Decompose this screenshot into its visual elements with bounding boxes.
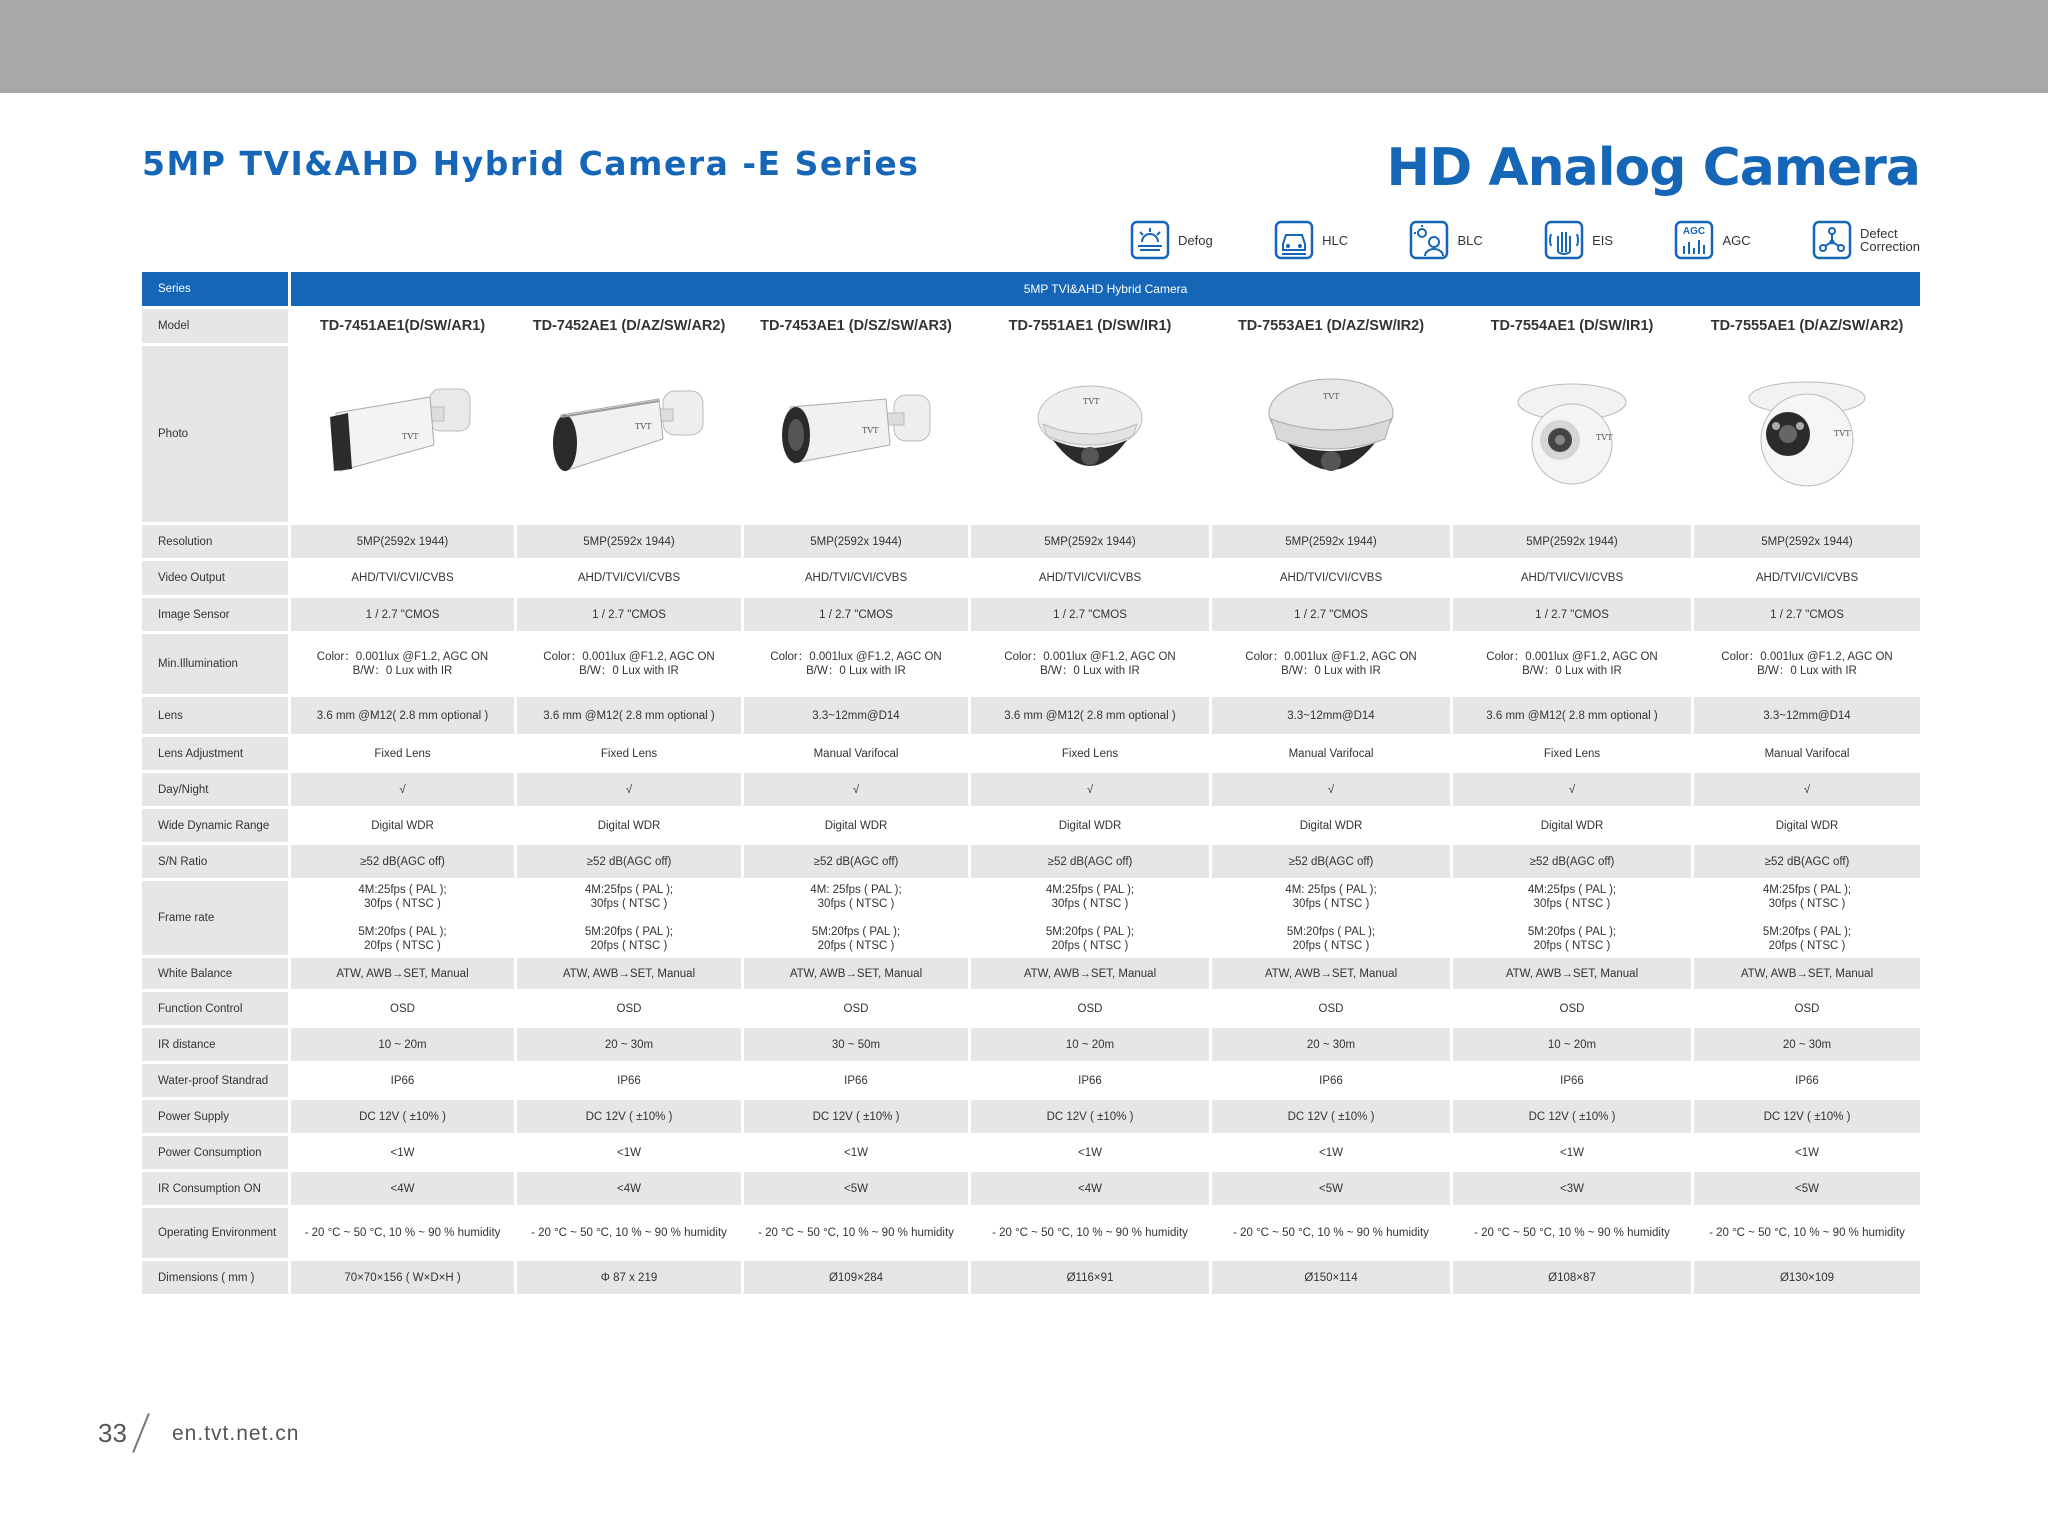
table-cell: IP66 xyxy=(1694,1064,1920,1097)
table-cell: DC 12V ( ±10% ) xyxy=(1212,1100,1450,1133)
table-cell: DC 12V ( ±10% ) xyxy=(517,1100,741,1133)
table-cell: ATW, AWB→SET, Manual xyxy=(1453,958,1691,989)
table-cell: OSD xyxy=(1694,992,1920,1025)
table-cell: ATW, AWB→SET, Manual xyxy=(1212,958,1450,989)
table-cell: √ xyxy=(291,773,514,806)
table-cell: Digital WDR xyxy=(1212,809,1450,842)
table-cell: DC 12V ( ±10% ) xyxy=(971,1100,1209,1133)
turret-camera-image xyxy=(1742,374,1872,494)
feature-agc xyxy=(1674,218,1750,262)
table-cell: √ xyxy=(1694,773,1920,806)
turret-camera-image xyxy=(1512,374,1632,494)
feature-label: Defect Correction xyxy=(1860,226,1920,254)
table-cell: <5W xyxy=(1694,1172,1920,1205)
feature-defog xyxy=(1130,218,1213,262)
table-cell: ATW, AWB→SET, Manual xyxy=(291,958,514,989)
row-label: Series xyxy=(142,272,288,306)
table-cell: ≥52 dB(AGC off) xyxy=(971,845,1209,878)
table-cell: 1 / 2.7 "CMOS xyxy=(1453,598,1691,631)
table-cell: <1W xyxy=(517,1136,741,1169)
table-cell: - 20 °C ~ 50 °C, 10 % ~ 90 % humidity xyxy=(291,1208,514,1258)
table-cell: AHD/TVI/CVI/CVBS xyxy=(971,561,1209,595)
svg-text:TVT: TVT xyxy=(1596,433,1613,442)
table-cell: ATW, AWB→SET, Manual xyxy=(971,958,1209,989)
defect-correction-icon xyxy=(1812,220,1852,260)
table-cell: OSD xyxy=(744,992,968,1025)
table-cell: 4M:25fps ( PAL ); 30fps ( NTSC ) 5M:20fps ( PAL ); 20fps ( NTSC ) xyxy=(291,881,514,955)
table-cell: ≥52 dB(AGC off) xyxy=(1453,845,1691,878)
camera-photo xyxy=(971,346,1209,522)
model-name: TD-7554AE1 (D/SW/IR1) xyxy=(1453,309,1691,343)
table-cell: ATW, AWB→SET, Manual xyxy=(744,958,968,989)
row-label: Water-proof Standrad xyxy=(142,1064,288,1097)
table-cell: Fixed Lens xyxy=(291,737,514,770)
agc-icon xyxy=(1674,220,1714,260)
table-cell: 10 ~ 20m xyxy=(971,1028,1209,1061)
table-cell: 3.3~12mm@D14 xyxy=(1212,697,1450,734)
table-row xyxy=(142,1261,1920,1294)
row-label: Power Supply xyxy=(142,1100,288,1133)
table-cell: Digital WDR xyxy=(1694,809,1920,842)
table-cell: 4M:25fps ( PAL ); 30fps ( NTSC ) 5M:20fps ( PAL ); 20fps ( NTSC ) xyxy=(517,881,741,955)
table-cell: <4W xyxy=(971,1172,1209,1205)
series-value: 5MP TVI&AHD Hybrid Camera xyxy=(291,272,1920,306)
feature-label: HLC xyxy=(1322,232,1349,248)
table-cell: 4M: 25fps ( PAL ); 30fps ( NTSC ) 5M:20fps ( PAL ); 20fps ( NTSC ) xyxy=(744,881,968,955)
table-cell: √ xyxy=(744,773,968,806)
table-row xyxy=(142,1136,1920,1169)
table-cell: OSD xyxy=(1453,992,1691,1025)
table-cell: Digital WDR xyxy=(517,809,741,842)
table-cell: Manual Varifocal xyxy=(1694,737,1920,770)
page-number: 33 xyxy=(98,1418,127,1448)
svg-text:TVT: TVT xyxy=(1323,392,1340,401)
table-cell: 1 / 2.7 "CMOS xyxy=(1212,598,1450,631)
table-cell: OSD xyxy=(971,992,1209,1025)
table-cell: Color：0.001lux @F1.2, AGC ON B/W：0 Lux with IR xyxy=(971,634,1209,694)
table-cell: Color：0.001lux @F1.2, AGC ON B/W：0 Lux with IR xyxy=(744,634,968,694)
table-cell: IP66 xyxy=(744,1064,968,1097)
table-cell: <1W xyxy=(291,1136,514,1169)
blc-icon xyxy=(1409,220,1449,260)
table-cell: Digital WDR xyxy=(971,809,1209,842)
agc-badge-text: AGC xyxy=(1683,226,1706,237)
table-cell: ≥52 dB(AGC off) xyxy=(1694,845,1920,878)
table-cell: - 20 °C ~ 50 °C, 10 % ~ 90 % humidity xyxy=(971,1208,1209,1258)
table-cell: 5MP(2592x 1944) xyxy=(1453,525,1691,558)
table-cell: Color：0.001lux @F1.2, AGC ON B/W：0 Lux with IR xyxy=(517,634,741,694)
hlc-icon xyxy=(1274,220,1314,260)
table-cell: 1 / 2.7 "CMOS xyxy=(291,598,514,631)
table-cell: IP66 xyxy=(1212,1064,1450,1097)
table-cell: ATW, AWB→SET, Manual xyxy=(1694,958,1920,989)
feature-defect-correction xyxy=(1812,218,1920,262)
feature-label: EIS xyxy=(1592,232,1614,248)
table-cell: <4W xyxy=(291,1172,514,1205)
table-cell: Manual Varifocal xyxy=(744,737,968,770)
table-cell: 5MP(2592x 1944) xyxy=(744,525,968,558)
table-row xyxy=(142,845,1920,878)
row-label: Dimensions ( mm ) xyxy=(142,1261,288,1294)
feature-label: Defog xyxy=(1178,232,1213,248)
row-label: Wide Dynamic Range xyxy=(142,809,288,842)
spec-table xyxy=(142,272,1920,1297)
table-cell: <1W xyxy=(1694,1136,1920,1169)
row-label: Video Output xyxy=(142,561,288,595)
table-cell: Digital WDR xyxy=(744,809,968,842)
table-cell: 4M:25fps ( PAL ); 30fps ( NTSC ) 5M:20fps ( PAL ); 20fps ( NTSC ) xyxy=(1694,881,1920,955)
svg-text:TVT: TVT xyxy=(401,432,418,441)
table-row xyxy=(142,634,1920,694)
feature-icon-bar xyxy=(1130,218,1920,262)
svg-text:TVT: TVT xyxy=(1834,429,1851,438)
table-cell: 3.3~12mm@D14 xyxy=(1694,697,1920,734)
table-row xyxy=(142,881,1920,955)
footer-url: en.tvt.net.cn xyxy=(172,1422,300,1445)
table-cell: √ xyxy=(1212,773,1450,806)
page-title: HD Analog Camera xyxy=(1386,138,1920,198)
model-name: TD-7553AE1 (D/AZ/SW/IR2) xyxy=(1212,309,1450,343)
camera-photo xyxy=(1694,346,1920,522)
table-cell: <1W xyxy=(1212,1136,1450,1169)
table-cell: IP66 xyxy=(517,1064,741,1097)
row-label: Image Sensor xyxy=(142,598,288,631)
table-cell: AHD/TVI/CVI/CVBS xyxy=(744,561,968,595)
table-cell: AHD/TVI/CVI/CVBS xyxy=(1453,561,1691,595)
table-row xyxy=(142,1028,1920,1061)
row-label: Lens xyxy=(142,697,288,734)
table-cell: √ xyxy=(517,773,741,806)
row-label: White Balance xyxy=(142,958,288,989)
table-row-photo xyxy=(142,346,1920,522)
row-label: IR Consumption ON xyxy=(142,1172,288,1205)
table-cell: ≥52 dB(AGC off) xyxy=(517,845,741,878)
page-subtitle: 5MP TVI&AHD Hybrid Camera -E Series xyxy=(142,144,920,183)
table-cell: 3.6 mm @M12( 2.8 mm optional ) xyxy=(1453,697,1691,734)
table-cell: IP66 xyxy=(1453,1064,1691,1097)
table-cell: <5W xyxy=(744,1172,968,1205)
table-cell: 30 ~ 50m xyxy=(744,1028,968,1061)
table-cell: 70×70×156 ( W×D×H ) xyxy=(291,1261,514,1294)
table-cell: - 20 °C ~ 50 °C, 10 % ~ 90 % humidity xyxy=(744,1208,968,1258)
dome-camera-image xyxy=(1025,374,1155,494)
dome-camera-image xyxy=(1261,369,1401,499)
table-cell: DC 12V ( ±10% ) xyxy=(291,1100,514,1133)
table-cell: 1 / 2.7 "CMOS xyxy=(1694,598,1920,631)
table-cell: 3.3~12mm@D14 xyxy=(744,697,968,734)
table-cell: 3.6 mm @M12( 2.8 mm optional ) xyxy=(971,697,1209,734)
table-cell: 10 ~ 20m xyxy=(291,1028,514,1061)
svg-text:TVT: TVT xyxy=(862,426,879,435)
table-cell: Manual Varifocal xyxy=(1212,737,1450,770)
table-cell: Digital WDR xyxy=(1453,809,1691,842)
row-label: Lens Adjustment xyxy=(142,737,288,770)
feature-eis xyxy=(1544,218,1613,262)
camera-photo xyxy=(1212,346,1450,522)
table-cell: Fixed Lens xyxy=(517,737,741,770)
table-cell: <1W xyxy=(744,1136,968,1169)
table-cell: Ø150×114 xyxy=(1212,1261,1450,1294)
row-label: Function Control xyxy=(142,992,288,1025)
table-cell: 4M:25fps ( PAL ); 30fps ( NTSC ) 5M:20fps ( PAL ); 20fps ( NTSC ) xyxy=(1453,881,1691,955)
table-cell: - 20 °C ~ 50 °C, 10 % ~ 90 % humidity xyxy=(1694,1208,1920,1258)
row-label: Power Consumption xyxy=(142,1136,288,1169)
model-name: TD-7551AE1 (D/SW/IR1) xyxy=(971,309,1209,343)
table-row xyxy=(142,525,1920,558)
table-cell: 20 ~ 30m xyxy=(1212,1028,1450,1061)
feature-hlc xyxy=(1274,218,1348,262)
table-cell: 1 / 2.7 "CMOS xyxy=(517,598,741,631)
footer-divider xyxy=(132,1413,150,1453)
table-row xyxy=(142,958,1920,989)
table-row xyxy=(142,1172,1920,1205)
table-row xyxy=(142,809,1920,842)
table-cell: <5W xyxy=(1212,1172,1450,1205)
table-row xyxy=(142,598,1920,631)
table-row xyxy=(142,737,1920,770)
eis-icon xyxy=(1544,220,1584,260)
table-cell: 5MP(2592x 1944) xyxy=(291,525,514,558)
top-banner xyxy=(0,0,2048,93)
table-cell: <3W xyxy=(1453,1172,1691,1205)
table-cell: Φ 87 x 219 xyxy=(517,1261,741,1294)
table-row xyxy=(142,992,1920,1025)
table-cell: ATW, AWB→SET, Manual xyxy=(517,958,741,989)
table-cell: - 20 °C ~ 50 °C, 10 % ~ 90 % humidity xyxy=(1212,1208,1450,1258)
table-cell: Color：0.001lux @F1.2, AGC ON B/W：0 Lux with IR xyxy=(1212,634,1450,694)
table-cell: Color：0.001lux @F1.2, AGC ON B/W：0 Lux with IR xyxy=(1453,634,1691,694)
table-cell: 1 / 2.7 "CMOS xyxy=(971,598,1209,631)
table-cell: ≥52 dB(AGC off) xyxy=(1212,845,1450,878)
row-label: IR distance xyxy=(142,1028,288,1061)
table-cell: <1W xyxy=(971,1136,1209,1169)
table-cell: DC 12V ( ±10% ) xyxy=(1453,1100,1691,1133)
table-row xyxy=(142,773,1920,806)
table-cell: IP66 xyxy=(291,1064,514,1097)
table-cell: AHD/TVI/CVI/CVBS xyxy=(291,561,514,595)
table-cell: Ø130×109 xyxy=(1694,1261,1920,1294)
table-cell: √ xyxy=(971,773,1209,806)
defog-icon xyxy=(1130,220,1170,260)
table-row xyxy=(142,1208,1920,1258)
table-cell: Ø108×87 xyxy=(1453,1261,1691,1294)
feature-blc xyxy=(1409,218,1482,262)
model-name: TD-7555AE1 (D/AZ/SW/AR2) xyxy=(1694,309,1920,343)
row-label: Day/Night xyxy=(142,773,288,806)
table-cell: IP66 xyxy=(971,1064,1209,1097)
bullet-camera-image xyxy=(766,379,946,489)
model-name: TD-7451AE1(D/SW/AR1) xyxy=(291,309,514,343)
row-label: Resolution xyxy=(142,525,288,558)
table-cell: 10 ~ 20m xyxy=(1453,1028,1691,1061)
table-row-series xyxy=(142,272,1920,306)
table-cell: 3.6 mm @M12( 2.8 mm optional ) xyxy=(291,697,514,734)
table-cell: - 20 °C ~ 50 °C, 10 % ~ 90 % humidity xyxy=(517,1208,741,1258)
camera-photo xyxy=(1453,346,1691,522)
table-row xyxy=(142,1100,1920,1133)
table-row xyxy=(142,697,1920,734)
table-cell: <4W xyxy=(517,1172,741,1205)
table-cell: Fixed Lens xyxy=(971,737,1209,770)
table-cell: 1 / 2.7 "CMOS xyxy=(744,598,968,631)
camera-photo xyxy=(291,346,514,522)
table-row xyxy=(142,561,1920,595)
row-label: Photo xyxy=(142,346,288,522)
table-cell: <1W xyxy=(1453,1136,1691,1169)
table-cell: AHD/TVI/CVI/CVBS xyxy=(1212,561,1450,595)
table-cell: 5MP(2592x 1944) xyxy=(1212,525,1450,558)
table-cell: Color：0.001lux @F1.2, AGC ON B/W：0 Lux with IR xyxy=(291,634,514,694)
table-cell: √ xyxy=(1453,773,1691,806)
table-cell: 5MP(2592x 1944) xyxy=(971,525,1209,558)
camera-photo xyxy=(744,346,968,522)
row-label: Min.Illumination xyxy=(142,634,288,694)
table-cell: 20 ~ 30m xyxy=(1694,1028,1920,1061)
feature-label: BLC xyxy=(1457,232,1483,248)
table-cell: DC 12V ( ±10% ) xyxy=(744,1100,968,1133)
table-row-model xyxy=(142,309,1920,343)
table-cell: Digital WDR xyxy=(291,809,514,842)
table-cell: ≥52 dB(AGC off) xyxy=(744,845,968,878)
table-cell: OSD xyxy=(517,992,741,1025)
table-cell: 5MP(2592x 1944) xyxy=(517,525,741,558)
table-cell: - 20 °C ~ 50 °C, 10 % ~ 90 % humidity xyxy=(1453,1208,1691,1258)
svg-text:TVT: TVT xyxy=(635,422,652,431)
table-cell: Ø109×284 xyxy=(744,1261,968,1294)
svg-text:TVT: TVT xyxy=(1083,397,1100,406)
table-cell: 3.6 mm @M12( 2.8 mm optional ) xyxy=(517,697,741,734)
table-cell: DC 12V ( ±10% ) xyxy=(1694,1100,1920,1133)
row-label: S/N Ratio xyxy=(142,845,288,878)
spec-rows xyxy=(142,525,1920,1294)
table-cell: AHD/TVI/CVI/CVBS xyxy=(517,561,741,595)
table-cell: Ø116×91 xyxy=(971,1261,1209,1294)
table-cell: ≥52 dB(AGC off) xyxy=(291,845,514,878)
table-cell: 4M:25fps ( PAL ); 30fps ( NTSC ) 5M:20fps ( PAL ); 20fps ( NTSC ) xyxy=(971,881,1209,955)
bullet-camera-image xyxy=(318,379,488,489)
table-cell: OSD xyxy=(291,992,514,1025)
table-row xyxy=(142,1064,1920,1097)
row-label: Operating Environment xyxy=(142,1208,288,1258)
model-name: TD-7452AE1 (D/AZ/SW/AR2) xyxy=(517,309,741,343)
model-name: TD-7453AE1 (D/SZ/SW/AR3) xyxy=(744,309,968,343)
table-cell: 20 ~ 30m xyxy=(517,1028,741,1061)
camera-photo xyxy=(517,346,741,522)
table-cell: Fixed Lens xyxy=(1453,737,1691,770)
table-cell: AHD/TVI/CVI/CVBS xyxy=(1694,561,1920,595)
feature-label: AGC xyxy=(1722,232,1751,248)
table-cell: OSD xyxy=(1212,992,1450,1025)
bullet-camera-image xyxy=(539,379,719,489)
row-label: Frame rate xyxy=(142,881,288,955)
table-cell: 4M: 25fps ( PAL ); 30fps ( NTSC ) 5M:20fps ( PAL ); 20fps ( NTSC ) xyxy=(1212,881,1450,955)
table-cell: 5MP(2592x 1944) xyxy=(1694,525,1920,558)
table-cell: Color：0.001lux @F1.2, AGC ON B/W：0 Lux with IR xyxy=(1694,634,1920,694)
row-label: Model xyxy=(142,309,288,343)
